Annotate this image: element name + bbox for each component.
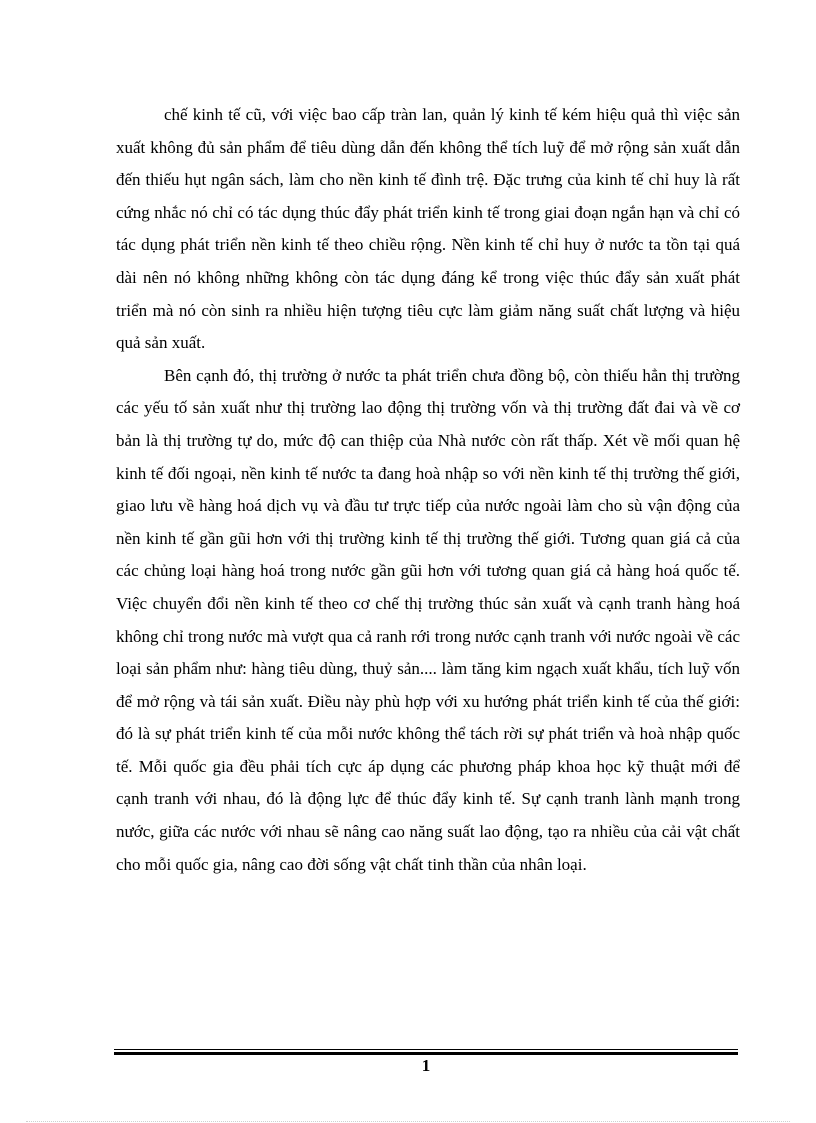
footer-rule-thin xyxy=(114,1049,738,1050)
footer-rule-thick xyxy=(114,1052,738,1055)
paragraph-1: chế kinh tế cũ, với việc bao cấp tràn lan, quản lý kinh tế kém hiệu quả thì việc sản xuất không đủ sản phẩm để tiêu dùng dẫn đến không thể tích luỹ để mở rộng sản xuất dẫn đến thiếu hụt ngân sách, làm cho nền kinh tế đình trệ. Đặc trưng của kinh tế chỉ huy là rất cứng nhắc nó chỉ có tác dụng thúc đẩy phát triển kinh tế trong giai đoạn ngắn hạn và chỉ có tác dụng phát triển nền kinh tế theo chiều rộng. Nền kinh tế chỉ huy ở nước ta tồn tại quá dài nên nó không những không còn tác dụng đáng kể trong việc thúc đẩy sản xuất phát triển mà nó còn sinh ra nhiều hiện tượng tiêu cực làm giảm năng suất chất lượng và hiệu quả sản xuất. xyxy=(116,105,740,353)
page-number: 1 xyxy=(421,1056,431,1075)
paragraph-2: Bên cạnh đó, thị trường ở nước ta phát triển chưa đồng bộ, còn thiếu hẳn thị trường các yếu tố sản xuất như thị trường lao động thị trường vốn và thị trường đất đai và về cơ bản là thị trường tự do, mức độ can thiệp của Nhà nước còn rất thấp. Xét về mối quan hệ kinh tế đối ngoại, nền kinh tế nước ta đang hoà nhập so với nền kinh tế thị trường thế giới, giao lưu về hàng hoá dịch vụ và đầu tư trực tiếp của nước ngoài làm cho sù vận động của nền kinh tế gần gũi hơn với thị trường kinh tế thị trường thế giới. Tương quan giá cả của các chủng loại hàng hoá trong nước gần gũi hơn với tương quan giá cả hàng hoá quốc tế. Việc chuyển đổi nền kinh tế theo cơ chế thị trường thúc sản xuất và cạnh tranh hàng hoá không chỉ trong nước mà vượt qua cả ranh rới trong nước cạnh tranh với nước ngoài về các loại sản phẩm như: hàng tiêu dùng, thuỷ sản.... làm tăng kim ngạch xuất khẩu, tích luỹ vốn để mở rộng và tái sản xuất. Điều này phù hợp với xu hướng phát triển kinh tế của thế giới: đó là sự phát triển kinh tế của mỗi nước không thể tách rời sự phát triển và hoà nhập quốc tế. Mỗi quốc gia đều phải tích cực áp dụng các phương pháp khoa học kỹ thuật mới để cạnh tranh với nhau, đó là động lực để thúc đẩy kinh tế. Sự cạnh tranh lành mạnh trong nước, giữa các nước với nhau sẽ nâng cao năng suất lao động, tạo ra nhiều của cải vật chất cho mỗi quốc gia, nâng cao đời sống vật chất tinh thần của nhân loại. xyxy=(116,365,740,874)
page-bottom-border xyxy=(26,1121,790,1122)
body-text xyxy=(116,99,740,881)
